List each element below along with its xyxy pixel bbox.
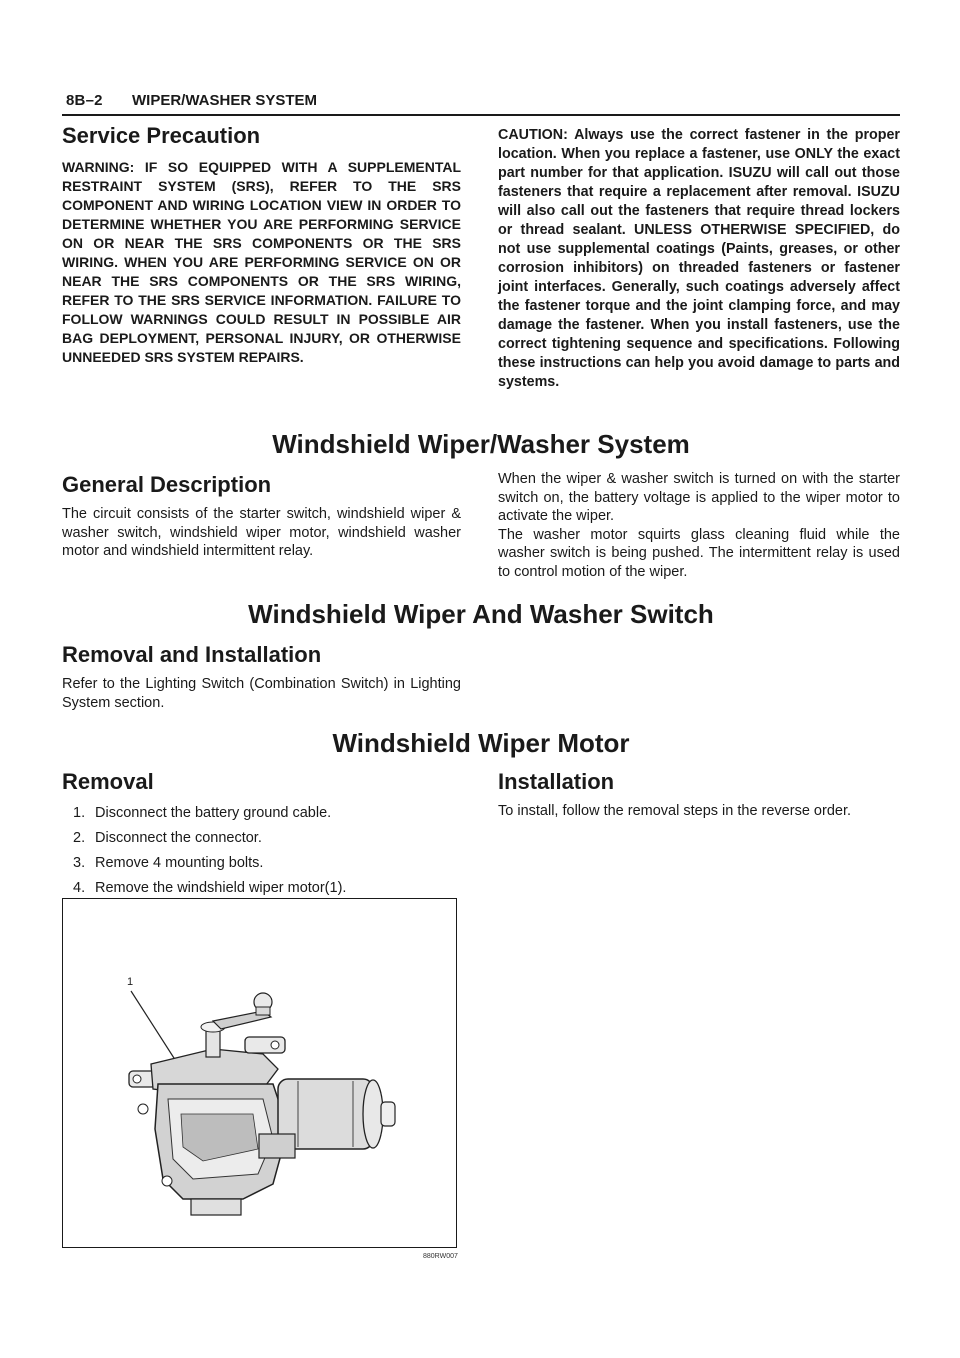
removal-step: 2. Disconnect the connector. bbox=[73, 830, 262, 846]
callout-label: 1 bbox=[127, 976, 134, 988]
system-heading: Windshield Wiper/Washer System bbox=[272, 429, 690, 459]
service-precaution-block bbox=[62, 122, 461, 367]
section-title: WIPER/WASHER SYSTEM bbox=[132, 92, 318, 109]
caution-block bbox=[498, 126, 900, 392]
wiper-motor-illustration bbox=[63, 899, 456, 1247]
removal-steps bbox=[62, 804, 461, 897]
wiper-activation-text: When the wiper & washer switch is turned on with the starter switch on, the battery voltage is applied to the wiper motor to activate the wiper. bbox=[498, 471, 900, 524]
figure-code: 880RW007 bbox=[423, 1253, 458, 1260]
general-description-heading: General Description bbox=[62, 472, 272, 497]
installation-block bbox=[498, 768, 900, 821]
switch-text: Refer to the Lighting Switch (Combination Switch) in Lighting System section. bbox=[62, 676, 461, 711]
section-number: 8B–2 bbox=[66, 92, 103, 109]
caution-text: CAUTION: Always use the correct fastener in the proper location. When you replace a fastener, use ONLY the exact part number for that application. ISUZU will call out those fasteners that require a replacement after removal. ISUZU will also call out the fasteners that require thread lockers or thread sealant. UNLESS OTHERWISE SPECIFIED, do not use supplemental coatings (Paints, greases, or other corrosion inhibitors) on threaded fasteners or fastener joint interfaces. Generally, such coatings adversely affect the fastener torque and the joint clamping force, and may damage the fastener. When you install fasteners, use the correct tightening sequence and specifications. Following these instructions can help you avoid damage to parts and systems. bbox=[498, 127, 900, 390]
motor-heading: Windshield Wiper Motor bbox=[332, 728, 630, 758]
installation-heading: Installation bbox=[498, 769, 615, 794]
general-description-text: The circuit consists of the starter switch, windshield wiper & washer switch, windshield wiper motor, windshield washer motor and windshield intermittent relay. bbox=[62, 506, 461, 559]
removal-heading: Removal bbox=[62, 769, 154, 794]
page-header bbox=[62, 92, 900, 116]
switch-heading: Windshield Wiper And Washer Switch bbox=[248, 599, 714, 629]
warning-text: WARNING: IF SO EQUIPPED WITH A SUPPLEMENTAL RESTRAINT SYSTEM (SRS), REFER TO THE SRS COMPONENT AND WIRING LOCATION VIEW IN ORDER TO DETERMINE WHETHER YOU ARE PERFORMING SERVICE ON OR NEAR THE SRS COMPONENTS OR THE SRS WIRING. WHEN YOU ARE PERFORMING SERVICE ON OR NEAR THE SRS COMPONENTS OR THE SRS WIRING, REFER TO THE SRS SERVICE INFORMATION. FAILURE TO FOLLOW WARNINGS COULD RESULT IN POSSIBLE AIR BAG DEPLOYMENT, PERSONAL INJURY, OR OTHERWISE UNNEEDED SRS SYSTEM REPAIRS. bbox=[62, 159, 461, 365]
washer-motor-text: The washer motor squirts glass cleaning fluid while the washer switch is being pushed. The intermittent relay is used to control motion of the wiper. bbox=[498, 526, 900, 580]
removal-step: 1. Disconnect the battery ground cable. bbox=[73, 805, 332, 821]
switch-block bbox=[62, 641, 461, 712]
installation-text: To install, follow the removal steps in the reverse order. bbox=[498, 803, 851, 819]
removal-step: 4. Remove the windshield wiper motor(1). bbox=[73, 880, 347, 896]
service-precaution-heading: Service Precaution bbox=[62, 123, 261, 148]
removal-step: 3. Remove 4 mounting bolts. bbox=[73, 855, 264, 871]
general-description-right bbox=[498, 470, 900, 581]
removal-block bbox=[62, 768, 461, 904]
general-description-block bbox=[62, 471, 461, 561]
switch-removal-heading: Removal and Installation bbox=[62, 642, 322, 667]
wiper-motor-figure bbox=[62, 898, 457, 1248]
